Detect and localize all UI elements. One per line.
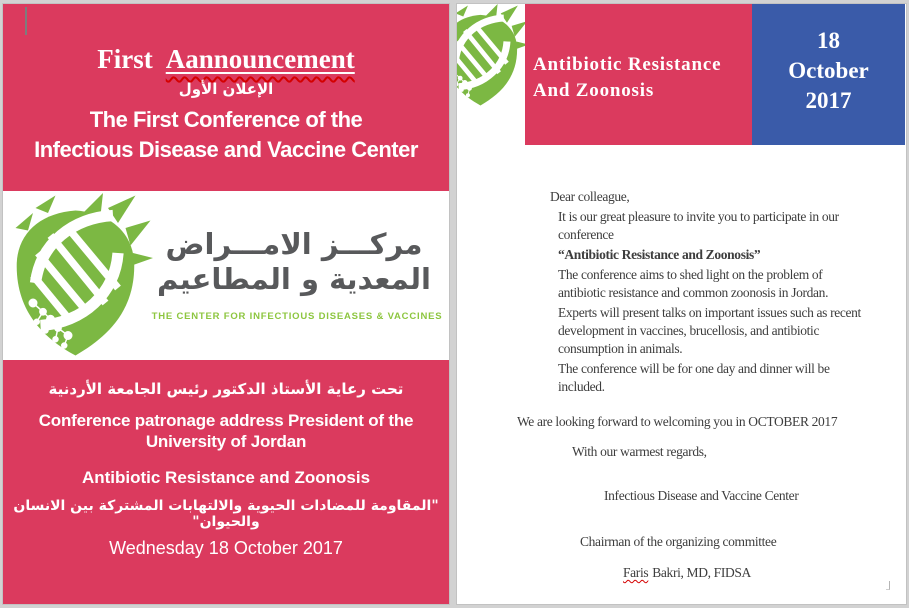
document-page-2[interactable]: [457, 4, 906, 604]
brand-arabic-line2: المعدية و المطاعيم: [157, 262, 431, 296]
header-title-line1: Antibiotic Resistance: [533, 54, 722, 75]
patronage-arabic[interactable]: تحت رعاية الأستاذ الدكتور رئيس الجامعة الأردنية: [48, 380, 404, 398]
brand-arabic-name: [141, 227, 447, 297]
conference-topic-title[interactable]: Antibiotic Resistance and Zoonosis: [81, 468, 371, 487]
letter-p4-line3[interactable]: consumption in animals.: [558, 341, 683, 356]
patronage-banner: [3, 360, 449, 604]
announcement-arabic-subtitle[interactable]: الإعلان الأول: [178, 80, 274, 98]
patronage-line1: Conference patronage address President of the: [38, 411, 414, 430]
conference-date[interactable]: Wednesday 18 October 2017: [109, 538, 343, 558]
letter-p1-line1[interactable]: It is our great pleasure to invite you to participate in our: [558, 209, 839, 224]
letter-center-name[interactable]: Infectious Disease and Vaccine Center: [604, 488, 799, 503]
announcement-word-first: First: [97, 44, 153, 74]
letter-p5-line1[interactable]: The conference will be for one day and dinner will be: [558, 361, 830, 376]
header-title-block[interactable]: [525, 4, 752, 145]
conference-title-line2[interactable]: Infectious Disease and Vaccine Center: [34, 137, 418, 162]
logo-band: [3, 191, 449, 360]
header-title-line2: And Zoonosis: [533, 80, 655, 101]
letter-p1-line2[interactable]: conference: [558, 227, 614, 242]
document-page-1[interactable]: [3, 4, 449, 604]
letter-p3-line1[interactable]: The conference aims to shed light on the problem of: [558, 267, 823, 282]
letter-p4-line1[interactable]: Experts will present talks on important issues such as recent: [558, 305, 861, 320]
header-date-day: 18: [817, 28, 840, 53]
patronage-english[interactable]: [3, 410, 449, 452]
invitation-letter: [457, 188, 906, 582]
header-date-text: [752, 26, 905, 116]
brand-tagline: THE CENTER FOR INFECTIOUS DISEASES & VACCINES: [151, 311, 443, 322]
center-logo-small-icon[interactable]: [457, 4, 525, 107]
text-caret: [25, 7, 27, 35]
letter-regards[interactable]: With our warmest regards,: [572, 444, 707, 459]
header-date-year: 2017: [805, 88, 852, 113]
letter-chairman-line[interactable]: Chairman of the organizing committee: [580, 534, 777, 549]
header-logo-wrap: [457, 4, 525, 111]
signature-first-name: Faris: [623, 565, 649, 580]
header-date-block[interactable]: [752, 4, 905, 145]
letter-conference-name[interactable]: “Antibiotic Resistance and Zoonosis”: [558, 247, 761, 262]
brand-arabic-line1: مركـــز الامـــراض: [165, 227, 423, 261]
conference-topic-arabic-quote[interactable]: "المقاومة للمضادات الحيوية والالتهابات المشتركة بين الانسان والحيوان": [13, 498, 439, 530]
signature-rest: Bakri, MD, FIDSA: [652, 565, 751, 580]
announcement-banner: [3, 4, 449, 191]
patronage-line2: University of Jordan: [145, 432, 307, 451]
center-logo-icon[interactable]: [3, 193, 153, 358]
header-date-month: October: [788, 58, 869, 83]
header-title-text: [533, 52, 721, 104]
letter-looking-forward[interactable]: We are looking forward to welcoming you in OCTOBER 2017: [517, 414, 838, 429]
announcement-title[interactable]: [3, 44, 449, 75]
announcement-word-misspelled: Aannouncement: [165, 44, 355, 74]
letter-salutation[interactable]: Dear colleague,: [550, 189, 630, 204]
letter-p4-line2[interactable]: development in vaccines, brucellosis, and antibiotic: [558, 323, 820, 338]
stray-mark: [886, 581, 890, 590]
letter-signature[interactable]: [623, 564, 906, 582]
letter-p5-line2[interactable]: included.: [558, 379, 605, 394]
conference-title-line1[interactable]: The First Conference of the: [89, 107, 363, 132]
letter-p3-line2[interactable]: antibiotic resistance and common zoonosis in Jordan.: [558, 285, 829, 300]
